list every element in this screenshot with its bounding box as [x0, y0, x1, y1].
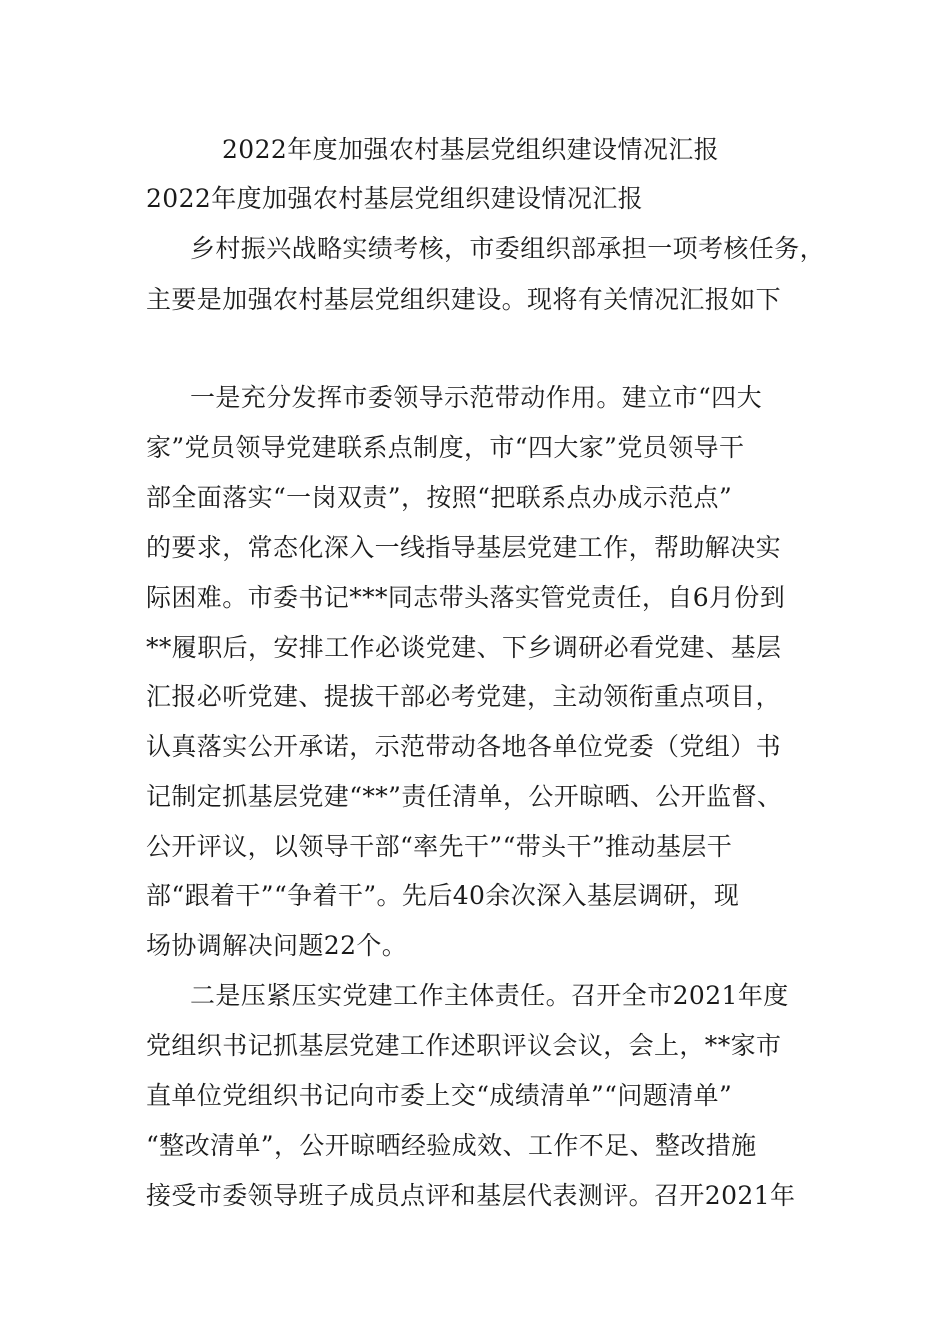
paragraph-line: 际困难。市委书记***同志带头落实管党责任，自6月份到	[146, 583, 786, 612]
paragraph-line: 部全面落实“一岗双责”，按照“把联系点办成示范点”	[146, 483, 733, 512]
paragraph-line: 接受市委领导班子成员点评和基层代表测评。召开2021年	[146, 1181, 796, 1210]
paragraph-line: **履职后，安排工作必谈党建、下乡调研必看党建、基层	[146, 633, 782, 662]
paragraph-line: 记制定抓基层党建“**”责任清单，公开晾晒、公开监督、	[146, 782, 783, 811]
document-title: 2022年度加强农村基层党组织建设情况汇报	[222, 135, 720, 164]
paragraph-line: 一是充分发挥市委领导示范带动作用。建立市“四大	[190, 383, 762, 412]
paragraph-line: 家”党员领导党建联系点制度，市“四大家”党员领导干	[146, 433, 745, 462]
paragraph-line: 主要是加强农村基层党组织建设。现将有关情况汇报如下	[146, 285, 782, 314]
paragraph-line: 场协调解决问题22个。	[146, 931, 408, 960]
paragraph-line: 乡村振兴战略实绩考核，市委组织部承担一项考核任务，	[190, 234, 826, 263]
paragraph-line: 二是压紧压实党建工作主体责任。召开全市2021年度	[190, 981, 789, 1010]
paragraph-line: 公开评议，以领导干部“率先干”“带头干”推动基层干	[146, 832, 733, 861]
paragraph-line: 直单位党组织书记向市委上交“成绩清单”“问题清单”	[146, 1081, 733, 1110]
paragraph-line: “整改清单”，公开晾晒经验成效、工作不足、整改措施	[146, 1131, 757, 1160]
paragraph-line: 汇报必听党建、提拔干部必考党建，主动领衔重点项目，	[146, 682, 782, 711]
paragraph-line: 党组织书记抓基层党建工作述职评议会议，会上，**家市	[146, 1031, 782, 1060]
paragraph-line: 部“跟着干”“争着干”。先后40余次深入基层调研，现	[146, 881, 740, 910]
document-subtitle: 2022年度加强农村基层党组织建设情况汇报	[146, 184, 644, 213]
paragraph-line: 的要求，常态化深入一线指导基层党建工作，帮助解决实	[146, 533, 782, 562]
paragraph-line: 认真落实公开承诺，示范带动各地各单位党委（党组）书	[146, 732, 782, 761]
